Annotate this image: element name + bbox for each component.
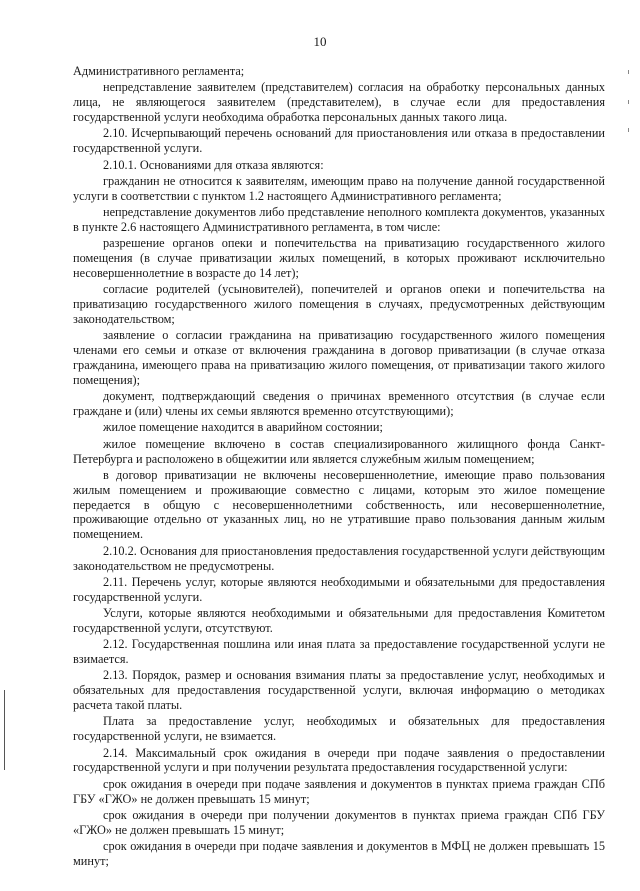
- paragraph: срок ожидания в очереди при подаче заявления и документов в пунктах приема граждан СПб ГБУ «ГЖО» не должен превышать 15 минут;: [73, 776, 605, 806]
- paragraph: 2.14. Максимальный срок ожидания в очереди при подаче заявления о предоставлении государственной услуги и при получении результата предоставления государственной услуги:: [73, 745, 605, 775]
- paragraph: 2.13. Порядок, размер и основания взимания платы за предоставление услуг, необходимых и обязательных для предоставления государственной услуги, включая информацию о методиках расчета такой платы.: [73, 668, 605, 713]
- paragraph: 2.11. Перечень услуг, которые являются необходимыми и обязательными для предоставления государственной услуги.: [73, 574, 605, 604]
- paragraph: 2.10.2. Основания для приостановления предоставления государственной услуги действующим законодательством не предусмотрены.: [73, 543, 605, 573]
- paragraph: непредставление заявителем (представителем) согласия на обработку персональных данных лица, не являющегося заявителем (представителем), в случае если для предоставления государственной услуги необходима обработка персональных данных такого лица.: [73, 80, 605, 125]
- paragraph: разрешение органов опеки и попечительства на приватизацию государственного жилого помещения (в случае приватизации жилых помещений, в которых проживают исключительно несовершеннолетние в возрасте до 14 лет);: [73, 236, 605, 280]
- paragraph: документ, подтверждающий сведения о причинах временного отсутствия (в случае если граждане и (или) члены их семьи являются временно отсутствующими);: [73, 389, 605, 419]
- paragraph: 2.12. Государственная пошлина или иная плата за предоставление государственной услуги не взимается.: [73, 637, 605, 667]
- scan-mark: [628, 70, 629, 74]
- paragraph: срок ожидания в очереди при подаче заявления и документов в МФЦ не должен превышать 15 минут;: [73, 839, 605, 869]
- paragraph: Плата за предоставление услуг, необходимых и обязательных для предоставления государственной услуги, не взимается.: [73, 714, 605, 744]
- scan-mark: [628, 100, 629, 104]
- paragraph: в договор приватизации не включены несовершеннолетние, имеющие право пользования жилым помещением и проживающие совместно с лицами, которым это жилое помещение передается в общую с несовершеннолетними собственность, или несовершеннолетние, проживающие отдельно от указанных лиц, но не утратившие право пользования данным жилым помещением.: [73, 467, 605, 542]
- paragraph: жилое помещение включено в состав специализированного жилищного фонда Санкт-Петербурга и расположено в общежитии или является служебным жилым помещением;: [73, 436, 605, 466]
- paragraph: гражданин не относится к заявителям, имеющим право на получение данной государственной услуги в соответствии с пунктом 1.2 настоящего Административного регламента;: [73, 173, 605, 203]
- page-number: 10: [313, 34, 327, 49]
- paragraph: жилое помещение находится в аварийном состоянии;: [103, 420, 383, 435]
- paragraph: срок ожидания в очереди при получении документов в пунктах приема граждан СПб ГБУ «ГЖО» не должен превышать 15 минут;: [73, 808, 605, 837]
- scan-margin-line: [4, 690, 5, 770]
- paragraph: Административного регламента;: [73, 64, 245, 78]
- scan-mark: [628, 128, 629, 132]
- paragraph: заявление о согласии гражданина на приватизацию государственного жилого помещения членами его семьи и отказе от включения гражданина в договор приватизации (в случае отказа гражданина, имеющего права на приватизацию жилого помещения, от приватизации такого жилого помещения);: [73, 328, 605, 387]
- document-body: [73, 64, 605, 870]
- paragraph: согласие родителей (усыновителей), попечителей и органов опеки и попечительства на приватизацию государственного жилого помещения в случаях, предусмотренных действующим законодательством;: [73, 282, 605, 326]
- paragraph: 2.10. Исчерпывающий перечень оснований для приостановления или отказа в предоставлении государственной услуги.: [73, 126, 605, 156]
- paragraph: непредставление документов либо представление неполного комплекта документов, указанных в пункте 2.6 настоящего Административного регламента, в том числе:: [73, 205, 605, 234]
- paragraph: 2.10.1. Основаниями для отказа являются:: [103, 157, 324, 172]
- paragraph: Услуги, которые являются необходимыми и обязательными для предоставления Комитетом государственной услуги, отсутствуют.: [73, 606, 605, 635]
